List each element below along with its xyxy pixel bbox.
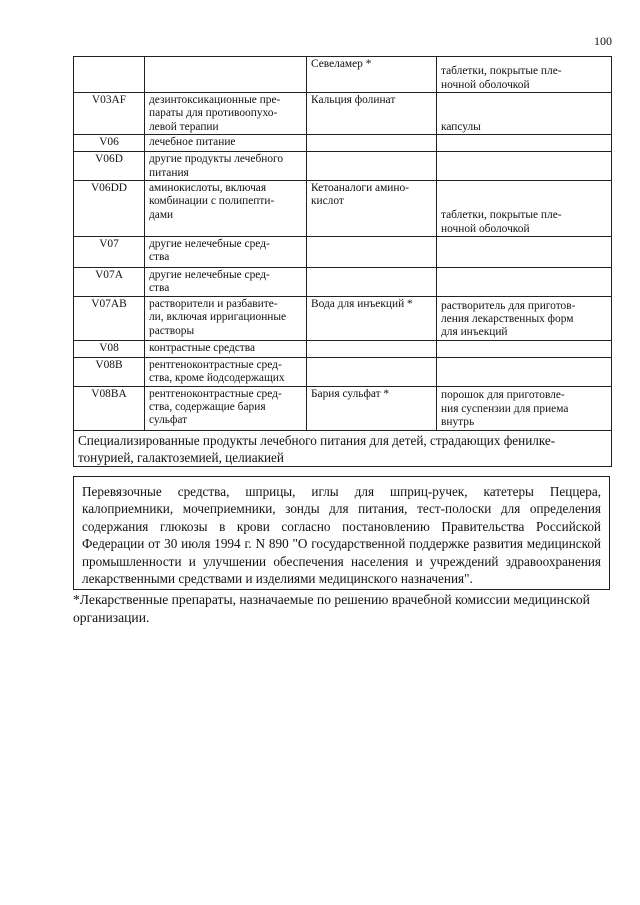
page-number: 100 — [594, 34, 612, 48]
dosage-form-cell-text: таблетки, покрытые пле- ночной оболочкой — [441, 209, 562, 235]
atc-code-cell — [74, 340, 145, 357]
atc-code-cell-text: V07A — [95, 269, 123, 282]
dosage-form-cell-text: растворитель для приготов- ления лекарственных форм для инъекций — [441, 299, 576, 339]
drug-name-cell — [307, 357, 437, 386]
table-row — [74, 340, 612, 357]
dosage-form-cell — [437, 386, 612, 430]
special-nutrition-cell: Специализированные продукты лечебного питания для детей, страдающих фенилке-тонурией, галактоземией, целиакией — [74, 430, 612, 466]
group-cell — [145, 296, 307, 340]
atc-code-cell-text: V06D — [95, 153, 123, 166]
drug-table — [73, 56, 612, 467]
dosage-form-cell-text: капсулы — [441, 120, 481, 133]
dosage-form-cell — [437, 152, 612, 181]
group-cell-text: рентгеноконтрастные сред- ства, содержащие бария сульфат — [149, 387, 282, 427]
atc-code-cell-text: V07 — [99, 238, 119, 251]
special-nutrition-row — [74, 430, 612, 466]
dosage-form-cell — [437, 268, 612, 297]
group-cell — [145, 340, 307, 357]
atc-code-cell-text: V06 — [99, 136, 119, 149]
table-row — [74, 357, 612, 386]
group-cell — [145, 357, 307, 386]
atc-code-cell — [74, 152, 145, 181]
table-row — [74, 135, 612, 152]
group-cell — [145, 57, 307, 93]
atc-code-cell — [74, 57, 145, 93]
dosage-form-cell — [437, 296, 612, 340]
atc-code-cell-text: V08 — [99, 341, 119, 354]
dosage-form-cell — [437, 181, 612, 237]
drug-name-cell-text: Кетоаналоги амино- кислот — [311, 182, 409, 208]
drug-name-cell — [307, 57, 437, 93]
atc-code-cell-text: V07AB — [91, 297, 127, 310]
atc-code-cell — [74, 237, 145, 268]
atc-code-cell — [74, 386, 145, 430]
dosage-form-cell-text: таблетки, покрытые пле- ночной оболочкой — [441, 65, 562, 91]
atc-code-cell — [74, 296, 145, 340]
dosage-form-cell-text: порошок для приготовле- ния суспензии для приема внутрь — [441, 389, 569, 429]
drug-name-cell — [307, 386, 437, 430]
group-cell-text: контрастные средства — [149, 341, 256, 354]
table-body — [74, 57, 612, 431]
group-cell-text: другие продукты лечебного питания — [149, 153, 284, 179]
footnote: *Лекарственные препараты, назначаемые по решению врачебной комиссии медицинской организации. — [73, 592, 590, 626]
dosage-form-cell — [437, 340, 612, 357]
drug-name-cell-text: Бария сульфат * — [311, 387, 390, 400]
drug-name-cell — [307, 135, 437, 152]
group-cell-text: лечебное питание — [149, 136, 236, 149]
atc-code-cell — [74, 181, 145, 237]
drug-name-cell — [307, 268, 437, 297]
table-row — [74, 152, 612, 181]
table-row — [74, 268, 612, 297]
group-cell — [145, 181, 307, 237]
drug-name-cell — [307, 340, 437, 357]
table-row — [74, 296, 612, 340]
atc-code-cell-text: V08BA — [91, 387, 127, 400]
group-cell — [145, 237, 307, 268]
atc-code-cell — [74, 93, 145, 135]
drug-name-cell — [307, 237, 437, 268]
dosage-form-cell — [437, 237, 612, 268]
group-cell — [145, 268, 307, 297]
atc-code-cell-text: V08B — [95, 358, 123, 371]
table-row — [74, 57, 612, 93]
group-cell-text: рентгеноконтрастные сред- ства, кроме йодсодержащих — [149, 358, 285, 385]
dosage-form-cell — [437, 357, 612, 386]
table-row — [74, 237, 612, 268]
drug-name-cell — [307, 296, 437, 340]
group-cell — [145, 386, 307, 430]
drug-name-cell — [307, 152, 437, 181]
table-row — [74, 386, 612, 430]
group-cell — [145, 135, 307, 152]
table-row — [74, 181, 612, 237]
drug-name-cell-text: Севеламер * — [311, 58, 372, 70]
atc-code-cell — [74, 357, 145, 386]
table-row — [74, 93, 612, 135]
atc-code-cell-text: V06DD — [90, 182, 128, 195]
group-cell-text: другие нелечебные сред- ства — [149, 269, 270, 295]
atc-code-cell — [74, 135, 145, 152]
group-cell-text: растворители и разбавите- ли, включая ирригационные растворы — [149, 297, 287, 337]
group-cell-text: дезинтоксикационные пре- параты для противоопухо- левой терапии — [149, 94, 281, 133]
group-cell-text: другие нелечебные сред- ства — [149, 238, 270, 264]
drug-name-cell — [307, 181, 437, 237]
group-cell — [145, 152, 307, 181]
dosage-form-cell — [437, 135, 612, 152]
group-cell — [145, 93, 307, 135]
dosage-form-cell — [437, 93, 612, 135]
drug-name-cell-text: Вода для инъекций * — [311, 297, 413, 310]
group-cell-text: аминокислоты, включая комбинации с полипепти- дами — [149, 182, 275, 221]
dosage-form-cell — [437, 57, 612, 93]
atc-code-cell-text: V03AF — [91, 94, 127, 106]
atc-code-cell — [74, 268, 145, 297]
drug-name-cell-text: Кальция фолинат — [311, 94, 396, 106]
drug-name-cell — [307, 93, 437, 135]
medical-devices-box: Перевязочные средства, шприцы, иглы для шприц-ручек, катетеры Пеццера, калоприемники, мочеприемники, зонды для питания, тест-полоски для определения содержания глюкозы в крови согласно постановлению Правительства Российской Федерации от 30 июля 1994 г. N 890 "О государственной поддержке развития медицинской промышленности и улучшении обеспечения населения и учреждений здравоохранения лекарственными средствами и изделиями медицинского назначения". — [73, 476, 610, 590]
